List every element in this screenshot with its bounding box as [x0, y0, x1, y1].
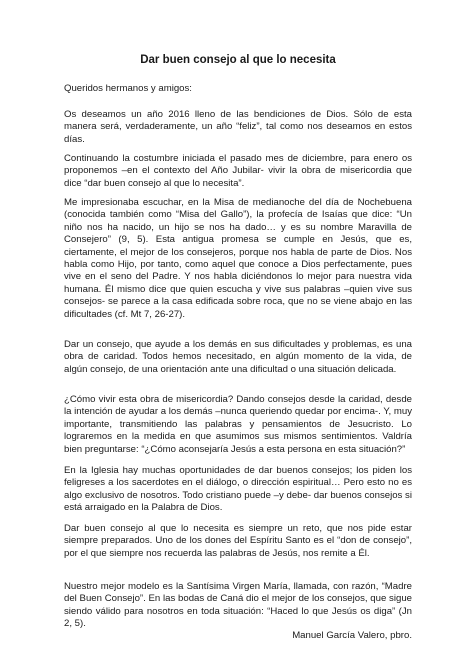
paragraph-how-to-live: ¿Cómo vivir esta obra de misericordia? Dando consejos desde la caridad, desde la intención de ayudar a los demás –nunca queriendo quedar por encima-. Y, muy importante, transmitiendo las palabras y pensamientos de Jesucristo. Lo lograremos en la medida en que asumimos sus mismos sentimientos. Valdría bien preguntarse: “¿Cómo aconsejaría Jesús a esta persona en esta situación?” — [64, 394, 412, 455]
greeting: Queridos hermanos y amigos: — [64, 83, 192, 94]
paragraph-charity: Dar un consejo, que ayude a los demás en sus dificultades y problemas, es una obra de caridad. Todos hemos necesitado, en algún momento de la vida, de algún consejo, de una orientación ante una dificultad o una situación delicada. — [64, 339, 412, 375]
paragraph-church: En la Iglesia hay muchas oportunidades de dar buenos consejos; los piden los feligreses a los sacerdotes en el diálogo, o dirección espiritual… Pero esto no es algo exclusivo de nosotros. Todo cristiano puede –y debe- dar buenos consejos si está arraigado en la Palabra de Dios. — [64, 465, 412, 514]
paragraph-jubilee: Continuando la costumbre iniciada el pasado mes de diciembre, para enero os proponemos –en el contexto del Año Jubilar- vivir la obra de misericordia que dice “dar buen consejo al que lo necesita”. — [64, 153, 412, 189]
paragraph-virgin-mary: Nuestro mejor modelo es la Santísima Virgen María, llamada, con razón, “Madre del Buen Consejo”. En las bodas de Caná dio el mejor de los consejos, que sigue siendo válido para nosotros en toda situación: “Haced lo que Jesús os diga” (Jn 2, 5). — [64, 581, 412, 630]
paragraph-challenge: Dar buen consejo al que lo necesita es siempre un reto, que nos pide estar siempre preparados. Uno de los dones del Espíritu Santo es el “don de consejo”, por el que siempre nos recuerda las palabras de Jesús, nos remite a Él. — [64, 523, 412, 559]
paragraph-new-year: Os deseamos un año 2016 lleno de las bendiciones de Dios. Sólo de esta manera será, verdaderamente, un año “feliz”, tal como nos deseamos en estos días. — [64, 109, 412, 145]
document-title: Dar buen consejo al que lo necesita — [140, 54, 336, 66]
document-page — [64, 0, 412, 669]
paragraph-isaiah: Me impresionaba escuchar, en la Misa de medianoche del día de Nochebuena (conocida también como “Misa del Gallo”), la profecía de Isaías que dice: “Un niño nos ha nacido, un hijo se nos ha dado… y es su nombre Maravilla de Consejero” (9, 5). Esta antigua promesa se cumple en Jesús, que es, ciertamente, el mejor de los consejeros, porque nos habla de parte de Dios. Nos habla como Hijo, por tanto, como aquel que conoce a Dios perfectamente, pues vive en el seno del Padre. Y nos habla diciéndonos lo mejor para nuestra vida humana. Él mismo dice que quien escucha y vive sus palabras –quien vive sus consejos- se parece a la casa edificada sobre roca, que no se viene abajo en las dificultades (cf. Mt 7, 26-27). — [64, 197, 412, 320]
signature: Manuel García Valero, pbro. — [292, 630, 412, 641]
